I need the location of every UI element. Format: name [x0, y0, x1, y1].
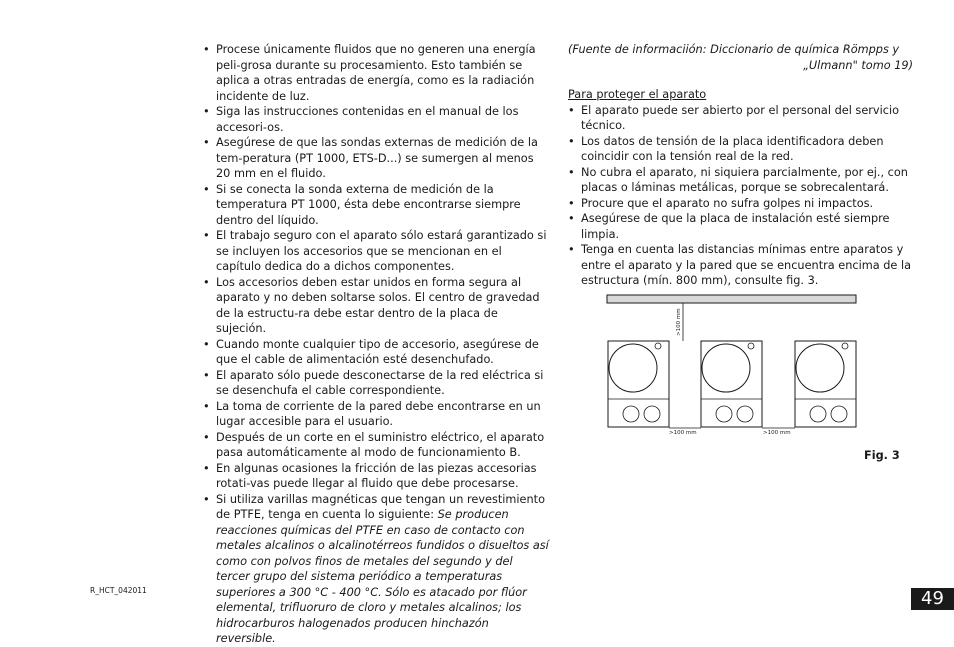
list-item: • No cubra el aparato, ni siquiera parcialmente, por ej., con placas o láminas metálicas, porque se sobrecalentará. — [568, 165, 913, 196]
protection-list — [568, 103, 913, 289]
figure-label: Fig. 3 — [864, 449, 900, 462]
source-note — [568, 42, 913, 73]
list-item: • Siga las instrucciones contenidas en el manual de los accesori-os. — [203, 104, 549, 135]
source-line-2: „Ulmann" tomo 19) — [803, 58, 913, 72]
device-2 — [701, 341, 762, 427]
list-item: • Asegúrese de que las sondas externas de medición de la tem-peratura (PT 1000, ETS-D...) se sumergen al menos 20 mm en el fluido. — [203, 135, 549, 182]
list-item-ptfe — [203, 492, 549, 647]
gap-dimension-label-right: >100 mm — [763, 430, 791, 436]
list-item: • Procese únicamente fluidos que no generen una energía peli-grosa durante su procesamiento. Esto también se aplica a otras entradas de energía, como es la radiación incidente de luz. — [203, 42, 549, 104]
ptfe-warning-text: Se producen reacciones químicas del PTFE en caso de contacto con metales alcalinos o alcalinotérreos fundidos o disueltos así como con polvos finos de metales del segundo y del tercer grupo del sistema periódico a temperaturas superiores a 300 °C - 400 °C. Sólo es atacado por flúor elemental, trifluoruro de cloro y metales alcalinos; los hidrocarburos halogenados producen hinchazón reversible. — [216, 508, 549, 645]
left-column — [203, 42, 549, 647]
safety-list — [203, 42, 549, 647]
spacing-diagram — [600, 288, 860, 438]
vertical-dimension-label: >100 mm — [676, 308, 682, 336]
list-item: • En algunas ocasiones la fricción de las piezas accesorias rotati-vas puede llegar al fluido que debe procesarse. — [203, 461, 549, 492]
list-item: • Cuando monte cualquier tipo de accesorio, asegúrese de que el cable de alimentación esté desenchufado. — [203, 337, 549, 368]
ptfe-lead-text: Si utiliza varillas magnéticas que tengan un revestimiento de PTFE, tenga en cuenta lo siguiente: — [216, 492, 545, 521]
right-column — [568, 42, 913, 289]
list-item: • Los datos de tensión de la placa identificadora deben coincidir con la tensión real de la red. — [568, 134, 913, 165]
list-item: • El aparato sólo puede desconectarse de la red eléctrica si se desenchufa el cable correspondiente. — [203, 368, 549, 399]
list-item: • Tenga en cuenta las distancias mínimas entre aparatos y entre el aparato y la pared que se encuentra encima de la estructura (mín. 800 mm), consulte fig. 3. — [568, 242, 913, 289]
list-item: • Los accesorios deben estar unidos en forma segura al aparato y no deben soltarse solos. El centro de gravedad de la estructu-ra debe estar dentro de la placa de sujeción. — [203, 275, 549, 337]
device-1 — [608, 341, 669, 427]
list-item: • El trabajo seguro con el aparato sólo estará garantizado si se incluyen los accesorios que se mencionan en el capítulo dedica do a dichos componentes. — [203, 228, 549, 275]
list-item: • El aparato puede ser abierto por el personal del servicio técnico. — [568, 103, 913, 134]
list-item: • Asegúrese de que la placa de instalación esté siempre limpia. — [568, 211, 913, 242]
device-3 — [795, 341, 856, 427]
list-item: • La toma de corriente de la pared debe encontrarse en un lugar accesible para el usuario. — [203, 399, 549, 430]
list-item: • Después de un corte en el suministro eléctrico, el aparato pasa automáticamente al modo de funcionamiento B. — [203, 430, 549, 461]
document-code: R_HCT_042011 — [90, 586, 147, 595]
section-subheading: Para proteger el aparato — [568, 88, 707, 101]
gap-dimension-label-left: >100 mm — [669, 430, 697, 436]
overhead-shelf — [607, 295, 856, 303]
list-item: • Si se conecta la sonda externa de medición de la temperatura PT 1000, ésta debe encontrarse siempre dentro del líquido. — [203, 182, 549, 229]
source-line-1: (Fuente de informaciión: Diccionario de química Römpps y — [568, 43, 900, 56]
page-number: 49 — [911, 588, 954, 610]
list-item: • Procure que el aparato no sufra golpes ni impactos. — [568, 196, 913, 212]
